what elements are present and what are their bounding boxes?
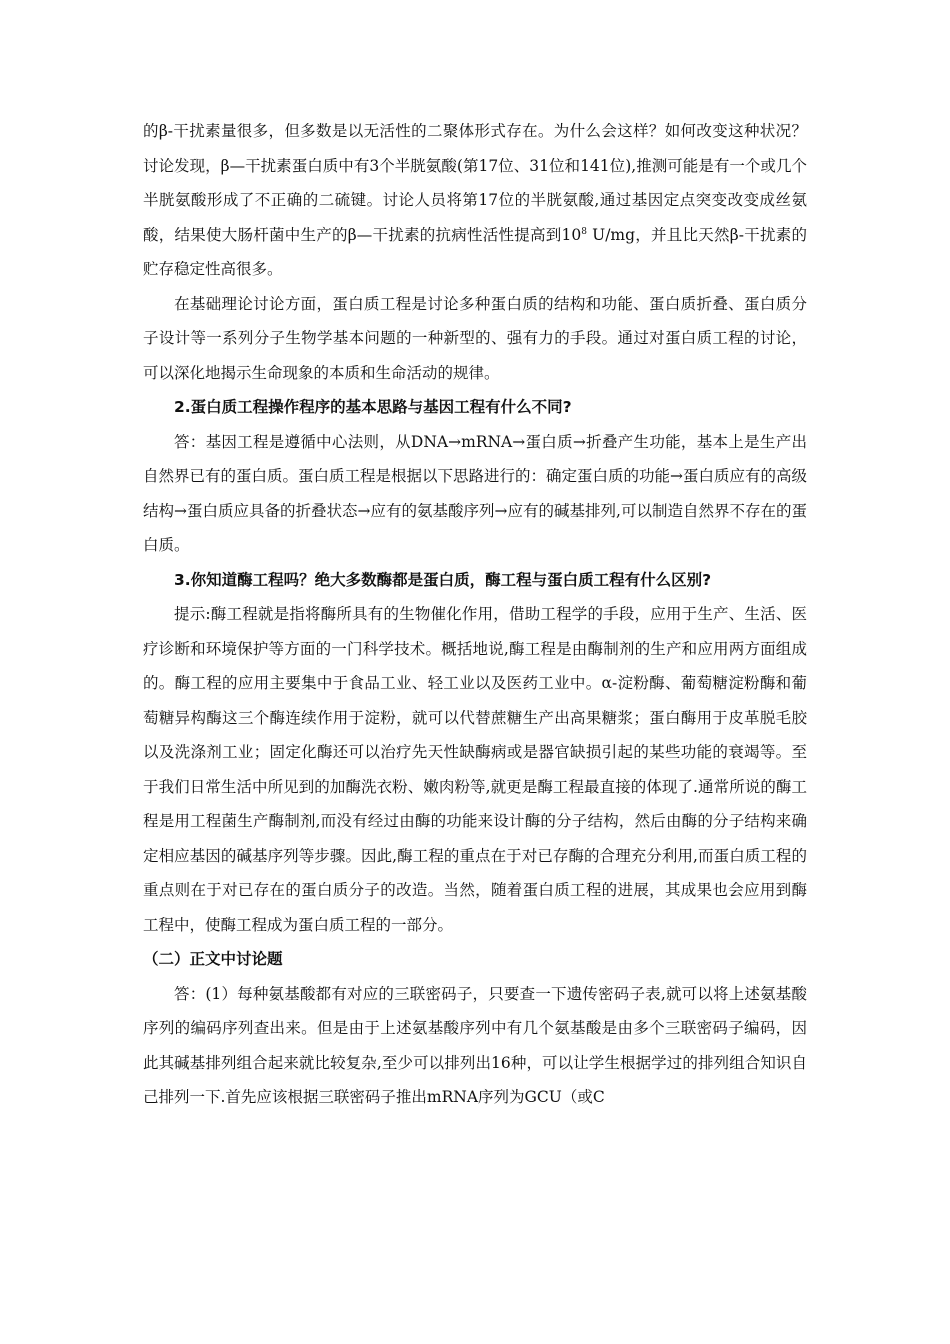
answer-3-paragraph: 提示:酶工程就是指将酶所具有的生物催化作用，借助工程学的手段，应用于生产、生活、医疗诊断和环境保护等方面的一门科学技术。概括地说,酶工程是由酶制剂的生产和应用两方面组成的。酶工程的应用主要集中于食品工业、轻工业以及医药工业中。α-淀粉酶、葡萄糖淀粉酶和葡萄糖异构酶这三个酶连续作用于淀粉，就可以代替蔗糖生产出高果糖浆；蛋白酶用于皮革脱毛胶以及洗涤剂工业；固定化酶还可以治疗先天性缺酶病或是器官缺损引起的某些功能的衰竭等。至于我们日常生活中所见到的加酶洗衣粉、嫩肉粉等,就更是酶工程最直接的体现了.通常所说的酶工程是用工程菌生产酶制剂,而没有经过由酶的功能来设计酶的分子结构，然后由酶的分子结构来确定相应基因的碱基序列等步骤。因此,酶工程的重点在于对已存酶的合理充分利用,而蛋白质工程的重点则在于对已存在的蛋白质分子的改造。当然，随着蛋白质工程的进展，其成果也会应用到酶工程中，使酶工程成为蛋白质工程的一部分。	[143, 605, 807, 934]
paragraph-interferon-text-end: U/mg，并且比天然β-干扰素的贮存稳定性高很多。	[143, 225, 807, 278]
section-heading-discussion: （二）正文中讨论题	[143, 950, 283, 968]
question-2-heading: 2.蛋白质工程操作程序的基本思路与基因工程有什么不同?	[174, 398, 572, 416]
paragraph-interferon-text: 的β-干扰素量很多，但多数是以无活性的二聚体形式存在。为什么会这样？如何改变这种状况？讨论发现，β—干扰素蛋白质中有3个半胱氨酸(第17位、31位和141位),推测可能是有一个或几个半胱氨酸形成了不正确的二硫键。讨论人员将第17位的半胱氨酸,通过基因定点突变改变成丝氨酸，结果使大肠杆菌中生产的β—干扰素的抗病性活性提高到10	[143, 122, 807, 244]
paragraph-basic-theory: 在基础理论讨论方面，蛋白质工程是讨论多种蛋白质的结构和功能、蛋白质折叠、蛋白质分子设计等一系列分子生物学基本问题的一种新型的、强有力的手段。通过对蛋白质工程的讨论，可以深化地揭示生命现象的本质和生命活动的规律。	[143, 294, 807, 382]
answer-discussion-paragraph: 答：(1）每种氨基酸都有对应的三联密码子，只要查一下遗传密码子表,就可以将上述氨基酸序列的编码序列查出来。但是由于上述氨基酸序列中有几个氨基酸是由多个三联密码子编码，因此其碱基排列组合起来就比较复杂,至少可以排列出16种，可以让学生根据学过的排列组合知识自己排列一下.首先应该根据三联密码子推出mRNA序列为GCU（或C	[143, 984, 807, 1106]
exponent: 8	[581, 226, 587, 237]
question-3-heading: 3.你知道酶工程吗？绝大多数酶都是蛋白质，酶工程与蛋白质工程有什么区别?	[174, 570, 712, 589]
answer-2-paragraph: 答：基因工程是遵循中心法则，从DNA→mRNA→蛋白质→折叠产生功能，基本上是生产出自然界已有的蛋白质。蛋白质工程是根据以下思路进行的：确定蛋白质的功能→蛋白质应有的高级结构→蛋白质应具备的折叠状态→应有的氨基酸序列→应有的碱基排列,可以制造自然界不存在的蛋白质。	[143, 432, 807, 554]
paragraph-interferon	[143, 114, 807, 287]
